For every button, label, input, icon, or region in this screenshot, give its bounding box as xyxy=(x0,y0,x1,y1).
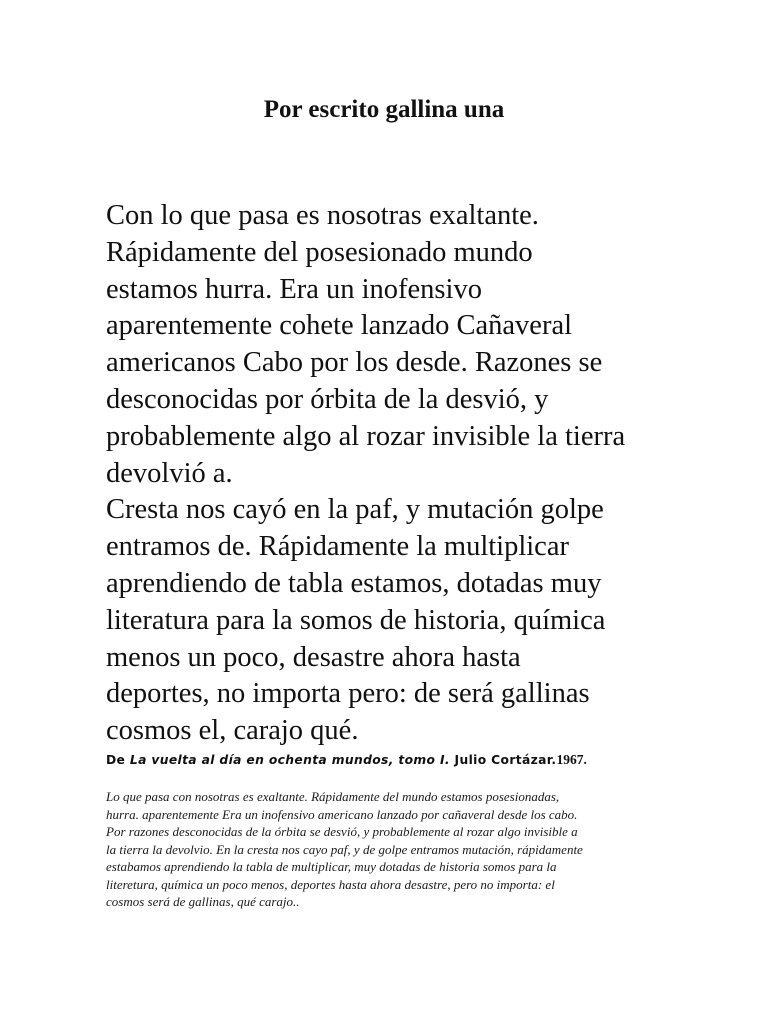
main-paragraph xyxy=(106,198,686,750)
main-text-line: menos un poco, desastre ahora hasta xyxy=(106,641,521,673)
citation-book-title: La vuelta al día en ochenta mundos, tomo I. xyxy=(129,753,450,767)
main-text-line: aparentemente cohete lanzado Cañaveral xyxy=(106,310,573,342)
main-text-line: literatura para la somos de historia, química xyxy=(106,604,606,636)
main-text-line: deportes, no importa pero: de será gallinas xyxy=(106,678,590,710)
main-text-line: devolvió a. xyxy=(106,457,233,489)
main-text-line: aprendiendo de tabla estamos, dotadas muy xyxy=(106,567,602,599)
translation-line: la tierra la devolvio. En la cresta nos cayo paf, y de golpe entramos mutación, rápidamente xyxy=(106,841,583,857)
translation-line: estabamos aprendiendo la tabla de multiplicar, muy dotadas de historia somos para la xyxy=(106,859,557,874)
main-text-line: Con lo que pasa es nosotras exaltante. xyxy=(106,200,539,231)
translation-line: Por razones desconocidas de la órbita se desvió, y probablemente al rozar algo invisible a xyxy=(106,824,578,839)
translation-line: literetura, química un poco menos, deportes hasta ahora desastre, pero no importa: el xyxy=(106,876,555,892)
citation-author: Julio Cortázar. xyxy=(449,753,557,767)
main-text-line: entramos de. Rápidamente la multiplicar xyxy=(106,531,569,563)
main-text-line: estamos hurra. Era un inofensivo xyxy=(106,273,482,305)
citation xyxy=(106,750,706,770)
main-text-line: americanos Cabo por los desde. Razones se xyxy=(106,347,603,379)
main-text-line: probablemente algo al rozar invisible la tierra xyxy=(106,420,626,452)
citation-year: 1967. xyxy=(556,752,587,767)
citation-prefix: De xyxy=(106,753,130,767)
translation-paragraph xyxy=(106,788,666,911)
main-text-line: cosmos el, carajo qué. xyxy=(106,715,359,747)
translation-line: Lo que pasa con nosotras es exaltante. Rápidamente del mundo estamos posesionadas, xyxy=(106,789,560,804)
translation-line: hurra. aparentemente Era un inofensivo americano lanzado por cañaveral desde los cabo. xyxy=(106,806,578,822)
main-text-line: Cresta nos cayó en la paf, y mutación golpe xyxy=(106,494,604,526)
translation-line: cosmos será de gallinas, qué carajo.. xyxy=(106,894,300,909)
page-title: Por escrito gallina una xyxy=(263,96,505,123)
main-text-line: Rápidamente del posesionado mundo xyxy=(106,236,533,268)
main-text-line: desconocidas por órbita de la desvió, y xyxy=(106,383,549,415)
